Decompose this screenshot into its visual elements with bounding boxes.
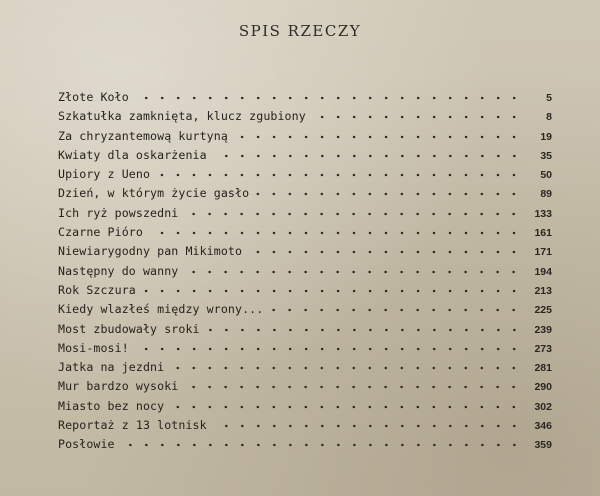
toc-entry-page: 290 <box>534 381 552 394</box>
toc-entry <box>58 262 552 281</box>
toc-entry-title: Za chryzantemową kurtyną <box>58 128 228 143</box>
toc-entry-page: 239 <box>534 323 552 336</box>
toc-entry-page: 213 <box>534 284 552 297</box>
toc-entry <box>58 242 552 261</box>
dot-leader <box>184 270 522 274</box>
dot-leader <box>213 424 522 428</box>
dot-leader <box>184 212 522 216</box>
dot-leader <box>312 115 522 119</box>
dot-leader <box>170 366 522 370</box>
toc-entry-page: 35 <box>540 149 552 162</box>
toc-entry-title: Niewiarygodny pan Mikimoto <box>58 244 243 259</box>
toc-entry-page: 171 <box>534 246 552 259</box>
toc-entry-page: 8 <box>546 111 552 124</box>
toc-entry-page: 50 <box>540 169 552 182</box>
toc-entry <box>58 223 552 242</box>
toc-entry <box>58 397 552 416</box>
toc-entry <box>58 88 552 107</box>
toc-entry-page: 302 <box>534 400 552 413</box>
toc-entry <box>58 127 552 146</box>
toc-entry <box>58 320 552 339</box>
toc-entry <box>58 300 552 319</box>
toc-entry-title: Ich ryż powszedni <box>58 205 179 220</box>
toc-entry <box>58 107 552 126</box>
toc-entry <box>58 165 552 184</box>
toc-entry-page: 133 <box>534 207 552 220</box>
toc-entry-title: Miasto bez nocy <box>58 398 165 413</box>
toc-entry <box>58 435 552 454</box>
toc-entry <box>58 358 552 377</box>
toc-entry-title: Most zbudowały sroki <box>58 321 200 336</box>
dot-leader <box>156 173 522 177</box>
toc-entry-title: Następny do wanny <box>58 263 179 278</box>
dot-leader <box>213 154 522 158</box>
toc-entry-page: 194 <box>534 265 552 278</box>
toc-entry <box>58 339 552 358</box>
toc-entry-page: 225 <box>534 304 552 317</box>
toc-entry-title: Jatka na jezdni <box>58 360 165 375</box>
toc-entry <box>58 204 552 223</box>
dot-leader <box>206 328 522 332</box>
toc-entry-title: Mur bardzo wysoki <box>58 379 179 394</box>
dot-leader <box>269 308 522 312</box>
toc-entry-page: 19 <box>540 130 552 143</box>
toc-entry-page: 89 <box>540 188 552 201</box>
toc-entry-page: 346 <box>534 420 552 433</box>
toc-entry-title: Złote Koło <box>58 90 129 104</box>
toc-entry-title: Posłowie <box>58 437 115 452</box>
table-of-contents <box>58 88 552 455</box>
toc-entry-title: Upiory z Ueno <box>58 167 151 182</box>
dot-leader <box>170 405 522 409</box>
toc-entry-title: Dzień, w którym życie gasło <box>58 186 250 201</box>
dot-leader <box>135 347 522 351</box>
dot-leader <box>149 231 522 235</box>
toc-entry-page: 5 <box>546 92 552 104</box>
toc-entry-title: Kiedy wlazłeś między wrony... <box>58 302 264 317</box>
toc-entry-title: Mosi-mosi! <box>58 340 129 355</box>
dot-leader <box>121 443 522 447</box>
dot-leader <box>135 96 522 100</box>
toc-entry <box>58 416 552 435</box>
toc-entry-page: 359 <box>534 439 552 452</box>
toc-entry-page: 161 <box>534 227 552 240</box>
dot-leader <box>248 250 522 254</box>
toc-entry <box>58 281 552 300</box>
toc-entry-title: Szkatułka zamknięta, klucz zgubiony <box>58 109 306 124</box>
dot-leader <box>184 385 522 389</box>
toc-entry-page: 281 <box>534 362 552 375</box>
dot-leader <box>142 289 522 293</box>
toc-entry <box>58 184 552 203</box>
toc-entry <box>58 377 552 396</box>
dot-leader <box>255 192 522 196</box>
dot-leader <box>234 135 522 139</box>
toc-entry-title: Rok Szczura <box>58 282 136 297</box>
toc-entry-title: Czarne Pióro <box>58 225 143 240</box>
page-title: SPIS RZECZY <box>238 22 362 40</box>
toc-entry-page: 273 <box>534 342 552 355</box>
toc-entry-title: Reportaż z 13 lotnisk <box>58 418 207 433</box>
toc-entry <box>58 146 552 165</box>
toc-entry-title: Kwiaty dla oskarżenia <box>58 147 207 162</box>
